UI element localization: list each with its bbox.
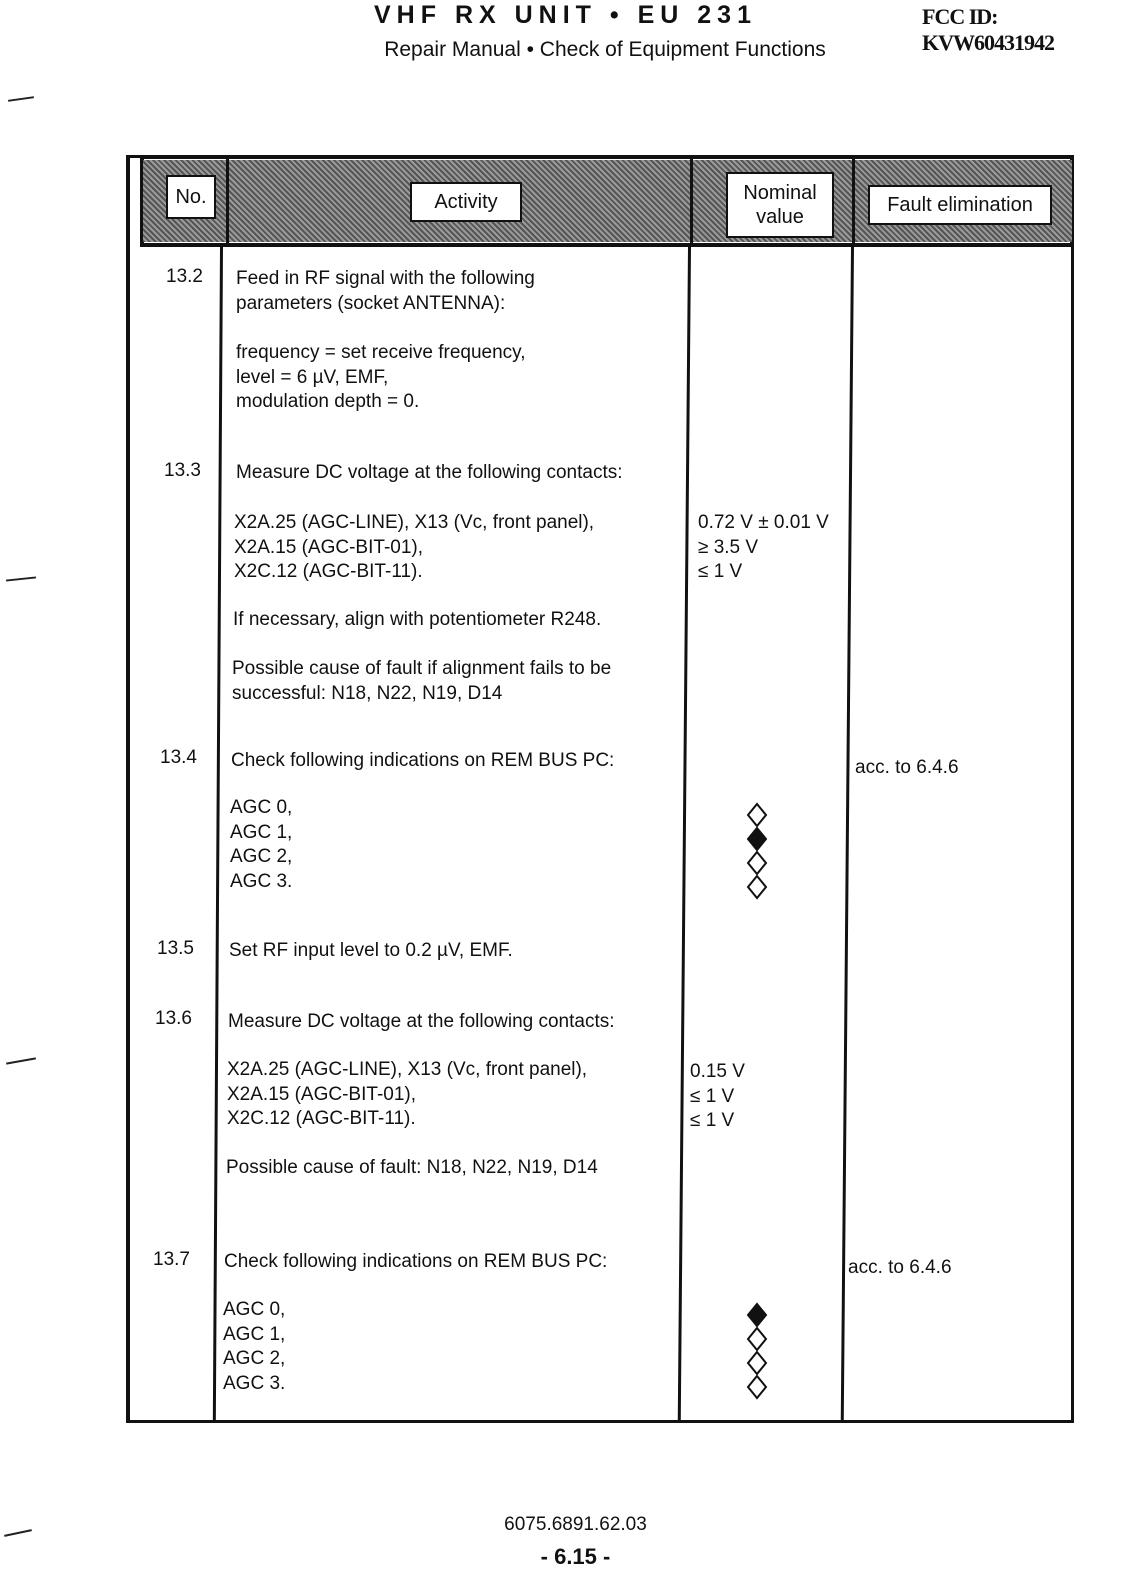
contact-list: X2A.25 (AGC-LINE), X13 (Vc, front panel), X2A.15 (AGC-BIT-01), X2C.12 (AGC-BIT-11). <box>227 1059 588 1129</box>
row-number: 13.2 <box>166 266 203 287</box>
indicator-on-icon <box>746 1302 768 1328</box>
agc-indicator-stack <box>746 804 768 900</box>
document-number: 6075.6891.62.03 <box>504 1514 647 1535</box>
column-header-nominal-value: Nominal value <box>726 172 834 238</box>
row-number: 13.3 <box>164 460 201 481</box>
column-header-fault-elimination: Fault elimination <box>868 185 1052 225</box>
document-subtitle: Repair Manual • Check of Equipment Functions <box>384 38 826 61</box>
contact-list: X2A.25 (AGC-LINE), X13 (Vc, front panel), X2A.15 (AGC-BIT-01), X2C.12 (AGC-BIT-11). <box>234 512 595 582</box>
column-header-activity: Activity <box>410 182 522 222</box>
row-number: 13.6 <box>155 1008 192 1029</box>
activity-text: Check following indications on REM BUS PC: <box>231 750 615 771</box>
row-number: 13.5 <box>157 938 194 959</box>
activity-text: Set RF input level to 0.2 µV, EMF. <box>229 940 513 961</box>
agc-list: AGC 0, AGC 1, AGC 2, AGC 3. <box>230 797 293 892</box>
activity-parameters: frequency = set receive frequency, level = 6 µV, EMF, modulation depth = 0. <box>236 342 526 412</box>
row-number: 13.4 <box>160 747 197 768</box>
row-number: 13.7 <box>153 1249 190 1270</box>
scan-mark <box>6 1057 36 1064</box>
fault-elimination: acc. to 6.4.6 <box>848 1257 952 1278</box>
scan-mark <box>6 576 36 581</box>
alignment-note: If necessary, align with potentiometer R248. <box>233 609 602 630</box>
indicator-off-icon <box>746 802 768 828</box>
activity-text: Feed in RF signal with the following parameters (socket ANTENNA): <box>236 268 535 314</box>
column-divider-2 <box>690 155 693 247</box>
indicator-off-icon <box>746 1350 768 1376</box>
nominal-values: 0.15 V ≤ 1 V ≤ 1 V <box>690 1061 745 1131</box>
activity-text: Measure DC voltage at the following contacts: <box>236 462 623 483</box>
activity-text: Measure DC voltage at the following contacts: <box>228 1011 615 1032</box>
fault-cause: Possible cause of fault if alignment fails to be successful: N18, N22, N19, D14 <box>232 658 612 704</box>
column-header-no: No. <box>166 175 216 219</box>
fault-elimination: acc. to 6.4.6 <box>855 757 959 778</box>
indicator-off-icon <box>746 874 768 900</box>
fault-cause: Possible cause of fault: N18, N22, N19, D14 <box>226 1157 598 1178</box>
column-divider-1 <box>226 155 229 247</box>
fcc-id: FCC ID: KVW60431942 <box>922 4 1054 55</box>
indicator-off-icon <box>746 850 768 876</box>
indicator-on-icon <box>746 826 768 852</box>
page-number: - 6.15 - <box>540 1544 611 1569</box>
column-divider-3 <box>852 155 855 247</box>
agc-indicator-stack <box>746 1304 768 1400</box>
indicator-off-icon <box>746 1374 768 1400</box>
document-title: VHF RX UNIT • EU 231 <box>374 1 757 29</box>
scan-mark <box>8 96 34 102</box>
indicator-off-icon <box>746 1326 768 1352</box>
nominal-values: 0.72 V ± 0.01 V ≥ 3.5 V ≤ 1 V <box>698 512 829 582</box>
agc-list: AGC 0, AGC 1, AGC 2, AGC 3. <box>223 1299 286 1394</box>
activity-text: Check following indications on REM BUS PC: <box>224 1251 608 1272</box>
